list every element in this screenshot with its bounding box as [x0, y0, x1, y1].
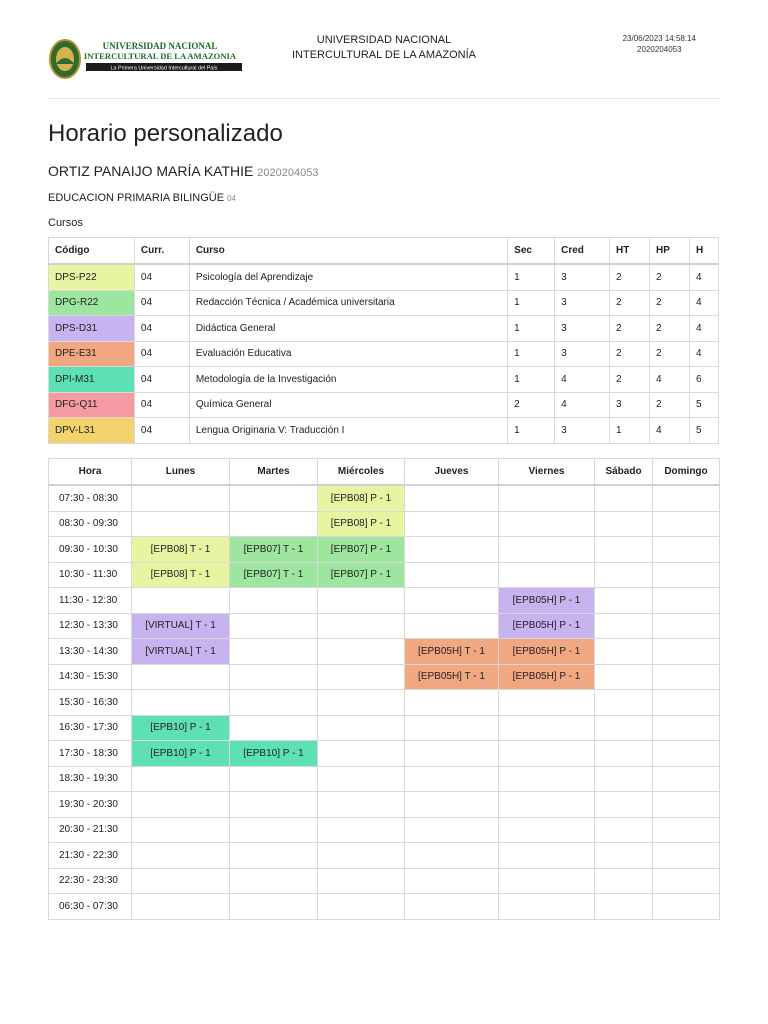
schedule-class-cell: [EPB05H] P - 1	[499, 664, 595, 690]
course-cell-name: Evaluación Educativa	[189, 341, 507, 367]
schedule-empty-cell	[405, 537, 499, 563]
schedule-empty-cell	[318, 894, 405, 920]
schedule-col-header: Martes	[230, 459, 318, 486]
courses-col-header: H	[689, 238, 718, 265]
schedule-empty-cell	[230, 485, 318, 511]
course-cell-code: DPI-M31	[49, 367, 135, 393]
schedule-empty-cell	[499, 868, 595, 894]
schedule-empty-cell	[405, 613, 499, 639]
schedule-table	[48, 458, 720, 920]
schedule-empty-cell	[499, 894, 595, 920]
schedule-empty-cell	[132, 690, 230, 716]
schedule-empty-cell	[318, 741, 405, 767]
schedule-empty-cell	[405, 715, 499, 741]
schedule-empty-cell	[132, 485, 230, 511]
schedule-row	[49, 639, 720, 665]
course-cell-ht: 2	[610, 316, 650, 342]
schedule-hour: 08:30 - 09:30	[49, 511, 132, 537]
student-info	[48, 163, 318, 179]
schedule-empty-cell	[595, 715, 653, 741]
course-cell-ht: 2	[610, 341, 650, 367]
schedule-empty-cell	[230, 511, 318, 537]
schedule-empty-cell	[318, 792, 405, 818]
course-cell-curr: 04	[134, 367, 189, 393]
schedule-empty-cell	[653, 690, 720, 716]
schedule-empty-cell	[318, 817, 405, 843]
course-cell-ht: 1	[610, 418, 650, 444]
schedule-empty-cell	[405, 792, 499, 818]
schedule-row	[49, 562, 720, 588]
course-cell-hp: 2	[650, 392, 690, 418]
course-cell-code: DPS-D31	[49, 316, 135, 342]
schedule-hour: 06:30 - 07:30	[49, 894, 132, 920]
course-cell-cred: 4	[555, 392, 610, 418]
schedule-hour: 09:30 - 10:30	[49, 537, 132, 563]
schedule-empty-cell	[653, 843, 720, 869]
print-code: 2020204053	[637, 45, 682, 54]
schedule-empty-cell	[595, 664, 653, 690]
course-cell-name: Química General	[189, 392, 507, 418]
schedule-empty-cell	[318, 588, 405, 614]
schedule-class-cell: [EPB10] P - 1	[132, 741, 230, 767]
schedule-empty-cell	[405, 766, 499, 792]
schedule-empty-cell	[595, 588, 653, 614]
schedule-empty-cell	[653, 537, 720, 563]
course-cell-cred: 3	[555, 264, 610, 290]
schedule-class-cell: [EPB08] T - 1	[132, 562, 230, 588]
schedule-empty-cell	[318, 690, 405, 716]
schedule-empty-cell	[595, 485, 653, 511]
course-cell-ht: 2	[610, 264, 650, 290]
schedule-empty-cell	[653, 817, 720, 843]
schedule-empty-cell	[595, 766, 653, 792]
course-row	[49, 290, 719, 316]
course-cell-sec: 1	[508, 264, 555, 290]
course-cell-cred: 3	[555, 418, 610, 444]
schedule-empty-cell	[230, 766, 318, 792]
course-cell-ht: 3	[610, 392, 650, 418]
schedule-row	[49, 817, 720, 843]
schedule-empty-cell	[653, 741, 720, 767]
courses-col-header: Cred	[555, 238, 610, 265]
schedule-empty-cell	[230, 894, 318, 920]
schedule-class-cell: [EPB10] P - 1	[230, 741, 318, 767]
courses-col-header: Código	[49, 238, 135, 265]
schedule-empty-cell	[132, 588, 230, 614]
course-cell-h: 4	[689, 316, 718, 342]
schedule-empty-cell	[405, 817, 499, 843]
schedule-empty-cell	[653, 868, 720, 894]
schedule-class-cell: [EPB05H] T - 1	[405, 664, 499, 690]
schedule-class-cell: [EPB08] P - 1	[318, 485, 405, 511]
program-curriculum: 04	[227, 194, 237, 203]
schedule-hour: 19:30 - 20:30	[49, 792, 132, 818]
schedule-row	[49, 537, 720, 563]
schedule-empty-cell	[653, 588, 720, 614]
courses-body	[49, 264, 719, 443]
schedule-empty-cell	[318, 843, 405, 869]
schedule-hour: 15:30 - 16:30	[49, 690, 132, 716]
schedule-col-header: Miércoles	[318, 459, 405, 486]
schedule-empty-cell	[653, 613, 720, 639]
schedule-row	[49, 843, 720, 869]
schedule-empty-cell	[595, 562, 653, 588]
schedule-empty-cell	[230, 613, 318, 639]
course-cell-curr: 04	[134, 392, 189, 418]
schedule-hour: 18:30 - 19:30	[49, 766, 132, 792]
schedule-empty-cell	[132, 894, 230, 920]
schedule-empty-cell	[132, 843, 230, 869]
schedule-hour: 16:30 - 17:30	[49, 715, 132, 741]
course-cell-hp: 4	[650, 418, 690, 444]
schedule-row	[49, 766, 720, 792]
schedule-empty-cell	[132, 792, 230, 818]
schedule-row	[49, 792, 720, 818]
logo-tagline: La Primera Universidad Intercultural del País	[110, 65, 218, 72]
schedule-col-header: Domingo	[653, 459, 720, 486]
schedule-hour: 22:30 - 23:30	[49, 868, 132, 894]
schedule-empty-cell	[595, 817, 653, 843]
course-cell-hp: 2	[650, 341, 690, 367]
schedule-row	[49, 868, 720, 894]
schedule-empty-cell	[595, 690, 653, 716]
courses-table	[48, 237, 719, 444]
course-cell-sec: 1	[508, 316, 555, 342]
schedule-hour: 07:30 - 08:30	[49, 485, 132, 511]
schedule-empty-cell	[653, 766, 720, 792]
schedule-empty-cell	[230, 868, 318, 894]
student-id: 2020204053	[257, 167, 319, 179]
schedule-empty-cell	[595, 639, 653, 665]
course-cell-code: DPS-P22	[49, 264, 135, 290]
schedule-row	[49, 741, 720, 767]
course-cell-code: DPV-L31	[49, 418, 135, 444]
schedule-empty-cell	[132, 766, 230, 792]
schedule-class-cell: [EPB07] P - 1	[318, 537, 405, 563]
schedule-empty-cell	[595, 613, 653, 639]
courses-col-header: Curr.	[134, 238, 189, 265]
schedule-empty-cell	[653, 894, 720, 920]
schedule-empty-cell	[499, 741, 595, 767]
schedule-class-cell: [EPB05H] P - 1	[499, 588, 595, 614]
schedule-empty-cell	[318, 639, 405, 665]
schedule-hour: 13:30 - 14:30	[49, 639, 132, 665]
schedule-col-header: Hora	[49, 459, 132, 486]
course-cell-name: Lengua Originaria V: Traducción I	[189, 418, 507, 444]
course-row	[49, 367, 719, 393]
schedule-empty-cell	[405, 741, 499, 767]
schedule-empty-cell	[653, 664, 720, 690]
schedule-hour: 21:30 - 22:30	[49, 843, 132, 869]
course-cell-hp: 2	[650, 264, 690, 290]
course-cell-ht: 2	[610, 290, 650, 316]
course-cell-curr: 04	[134, 418, 189, 444]
schedule-empty-cell	[405, 511, 499, 537]
schedule-empty-cell	[499, 766, 595, 792]
schedule-col-header: Sábado	[595, 459, 653, 486]
schedule-class-cell: [VIRTUAL] T - 1	[132, 613, 230, 639]
course-cell-name: Metodología de la Investigación	[189, 367, 507, 393]
schedule-empty-cell	[499, 537, 595, 563]
course-cell-h: 6	[689, 367, 718, 393]
courses-col-header: Sec	[508, 238, 555, 265]
course-row	[49, 341, 719, 367]
course-cell-h: 4	[689, 341, 718, 367]
schedule-row	[49, 588, 720, 614]
course-cell-h: 4	[689, 264, 718, 290]
schedule-empty-cell	[653, 511, 720, 537]
course-cell-h: 5	[689, 392, 718, 418]
course-cell-ht: 2	[610, 367, 650, 393]
schedule-empty-cell	[405, 485, 499, 511]
schedule-empty-cell	[405, 588, 499, 614]
course-cell-curr: 04	[134, 264, 189, 290]
schedule-empty-cell	[499, 843, 595, 869]
schedule-class-cell: [EPB07] T - 1	[230, 562, 318, 588]
schedule-hour: 17:30 - 18:30	[49, 741, 132, 767]
schedule-empty-cell	[653, 639, 720, 665]
course-cell-code: DPE-E31	[49, 341, 135, 367]
schedule-empty-cell	[499, 485, 595, 511]
schedule-empty-cell	[595, 537, 653, 563]
schedule-row	[49, 690, 720, 716]
courses-header-row	[49, 238, 719, 265]
schedule-hour: 14:30 - 15:30	[49, 664, 132, 690]
course-cell-sec: 1	[508, 418, 555, 444]
print-meta	[623, 33, 696, 55]
schedule-empty-cell	[230, 715, 318, 741]
schedule-row	[49, 485, 720, 511]
course-row	[49, 264, 719, 290]
course-cell-cred: 3	[555, 316, 610, 342]
schedule-empty-cell	[230, 792, 318, 818]
schedule-hour: 10:30 - 11:30	[49, 562, 132, 588]
schedule-empty-cell	[499, 690, 595, 716]
schedule-col-header: Lunes	[132, 459, 230, 486]
schedule-empty-cell	[499, 715, 595, 741]
course-cell-name: Redacción Técnica / Académica universitaria	[189, 290, 507, 316]
schedule-empty-cell	[499, 511, 595, 537]
schedule-empty-cell	[405, 690, 499, 716]
schedule-empty-cell	[653, 715, 720, 741]
schedule-empty-cell	[132, 817, 230, 843]
schedule-hour: 12:30 - 13:30	[49, 613, 132, 639]
schedule-hour: 20:30 - 21:30	[49, 817, 132, 843]
schedule-empty-cell	[595, 843, 653, 869]
schedule-empty-cell	[318, 868, 405, 894]
courses-col-header: Curso	[189, 238, 507, 265]
university-name-line2: INTERCULTURAL DE LA AMAZONÍA	[292, 49, 476, 61]
course-cell-h: 5	[689, 418, 718, 444]
schedule-class-cell: [EPB05H] T - 1	[405, 639, 499, 665]
course-cell-curr: 04	[134, 316, 189, 342]
schedule-empty-cell	[318, 613, 405, 639]
program-info	[48, 192, 236, 204]
schedule-empty-cell	[230, 664, 318, 690]
schedule-empty-cell	[405, 843, 499, 869]
schedule-empty-cell	[653, 485, 720, 511]
schedule-hour: 11:30 - 12:30	[49, 588, 132, 614]
course-cell-cred: 4	[555, 367, 610, 393]
schedule-empty-cell	[595, 741, 653, 767]
course-cell-hp: 2	[650, 316, 690, 342]
schedule-class-cell: [EPB07] T - 1	[230, 537, 318, 563]
course-cell-cred: 3	[555, 341, 610, 367]
course-cell-code: DPG-R22	[49, 290, 135, 316]
schedule-row	[49, 511, 720, 537]
schedule-row	[49, 613, 720, 639]
schedule-class-cell: [EPB07] P - 1	[318, 562, 405, 588]
course-cell-hp: 4	[650, 367, 690, 393]
course-cell-sec: 1	[508, 367, 555, 393]
schedule-empty-cell	[132, 511, 230, 537]
logo-text-line2: INTERCULTURAL DE LA AMAZONIA	[83, 51, 237, 61]
course-cell-sec: 1	[508, 290, 555, 316]
schedule-empty-cell	[405, 562, 499, 588]
schedule-class-cell: [EPB05H] P - 1	[499, 613, 595, 639]
schedule-empty-cell	[595, 792, 653, 818]
page-title: Horario personalizado	[48, 120, 283, 147]
schedule-empty-cell	[499, 817, 595, 843]
course-cell-name: Psicología del Aprendizaje	[189, 264, 507, 290]
course-cell-curr: 04	[134, 341, 189, 367]
schedule-empty-cell	[405, 868, 499, 894]
schedule-empty-cell	[318, 766, 405, 792]
schedule-col-header: Jueves	[405, 459, 499, 486]
schedule-empty-cell	[230, 843, 318, 869]
logo-text-line1: UNIVERSIDAD NACIONAL	[102, 41, 218, 51]
courses-col-header: HT	[610, 238, 650, 265]
university-name-line1: UNIVERSIDAD NACIONAL	[316, 34, 452, 46]
course-row	[49, 392, 719, 418]
schedule-empty-cell	[405, 894, 499, 920]
print-datetime: 23/06/2023 14:58:14	[622, 34, 696, 43]
schedule-row	[49, 664, 720, 690]
courses-label: Cursos	[48, 217, 83, 229]
course-cell-hp: 2	[650, 290, 690, 316]
schedule-empty-cell	[499, 792, 595, 818]
schedule-empty-cell	[653, 792, 720, 818]
schedule-empty-cell	[230, 690, 318, 716]
schedule-col-header: Viernes	[499, 459, 595, 486]
schedule-header-row	[49, 459, 720, 486]
schedule-empty-cell	[653, 562, 720, 588]
university-logo	[48, 38, 244, 80]
course-cell-sec: 1	[508, 341, 555, 367]
course-cell-h: 4	[689, 290, 718, 316]
schedule-empty-cell	[132, 664, 230, 690]
courses-col-header: HP	[650, 238, 690, 265]
schedule-row	[49, 715, 720, 741]
schedule-class-cell: [VIRTUAL] T - 1	[132, 639, 230, 665]
page-header	[48, 28, 720, 99]
schedule-empty-cell	[318, 715, 405, 741]
course-cell-code: DFG-Q11	[49, 392, 135, 418]
schedule-empty-cell	[230, 639, 318, 665]
schedule-class-cell: [EPB05H] P - 1	[499, 639, 595, 665]
course-row	[49, 418, 719, 444]
student-name: ORTIZ PANAIJO MARÍA KATHIE	[48, 163, 254, 179]
schedule-empty-cell	[132, 868, 230, 894]
schedule-empty-cell	[230, 817, 318, 843]
course-cell-name: Didáctica General	[189, 316, 507, 342]
course-cell-curr: 04	[134, 290, 189, 316]
schedule-class-cell: [EPB08] P - 1	[318, 511, 405, 537]
course-row	[49, 316, 719, 342]
schedule-empty-cell	[499, 562, 595, 588]
course-cell-sec: 2	[508, 392, 555, 418]
schedule-empty-cell	[595, 894, 653, 920]
schedule-empty-cell	[595, 511, 653, 537]
schedule-class-cell: [EPB08] T - 1	[132, 537, 230, 563]
schedule-body	[49, 485, 720, 919]
course-cell-cred: 3	[555, 290, 610, 316]
schedule-empty-cell	[230, 588, 318, 614]
schedule-empty-cell	[595, 868, 653, 894]
university-name	[248, 33, 520, 63]
schedule-row	[49, 894, 720, 920]
program-name: EDUCACION PRIMARIA BILINGÜE	[48, 192, 225, 204]
schedule-empty-cell	[318, 664, 405, 690]
schedule-class-cell: [EPB10] P - 1	[132, 715, 230, 741]
